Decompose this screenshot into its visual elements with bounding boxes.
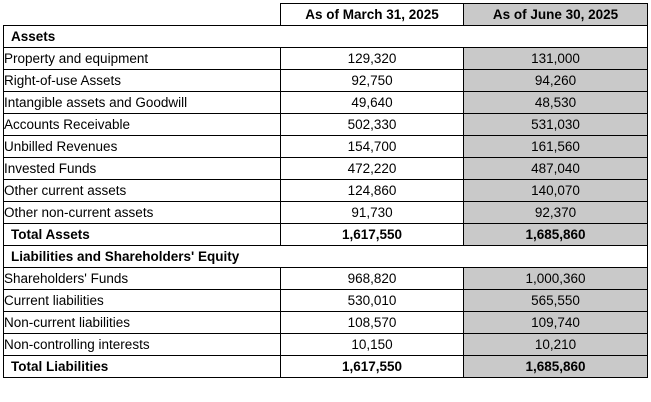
table-row xyxy=(4,290,648,312)
table-row xyxy=(4,268,648,290)
header-row xyxy=(4,4,648,26)
table-row xyxy=(4,202,648,224)
value-june: 487,040 xyxy=(464,158,648,180)
table-row xyxy=(4,334,648,356)
value-march: 10,150 xyxy=(281,334,464,356)
balance-sheet-table xyxy=(3,3,648,378)
row-label: Property and equipment xyxy=(4,48,281,70)
value-march: 1,617,550 xyxy=(281,224,464,246)
table-row xyxy=(4,312,648,334)
value-march: 92,750 xyxy=(281,70,464,92)
section-header-row xyxy=(4,26,648,48)
section-title: Liabilities and Shareholders' Equity xyxy=(4,246,648,268)
header-blank-cell xyxy=(4,4,281,26)
header-march: As of March 31, 2025 xyxy=(281,4,464,26)
total-row xyxy=(4,356,648,378)
table-row xyxy=(4,136,648,158)
table-row xyxy=(4,92,648,114)
value-june: 161,560 xyxy=(464,136,648,158)
value-march: 154,700 xyxy=(281,136,464,158)
value-march: 124,860 xyxy=(281,180,464,202)
value-march: 530,010 xyxy=(281,290,464,312)
value-june: 1,000,360 xyxy=(464,268,648,290)
value-march: 502,330 xyxy=(281,114,464,136)
value-june: 48,530 xyxy=(464,92,648,114)
row-label: Shareholders' Funds xyxy=(4,268,281,290)
value-june: 92,370 xyxy=(464,202,648,224)
table-row xyxy=(4,70,648,92)
value-june: 140,070 xyxy=(464,180,648,202)
row-label: Current liabilities xyxy=(4,290,281,312)
value-march: 472,220 xyxy=(281,158,464,180)
table-row xyxy=(4,180,648,202)
value-march: 49,640 xyxy=(281,92,464,114)
value-june: 565,550 xyxy=(464,290,648,312)
row-label: Right-of-use Assets xyxy=(4,70,281,92)
value-june: 1,685,860 xyxy=(464,224,648,246)
value-march: 108,570 xyxy=(281,312,464,334)
row-label: Total Liabilities xyxy=(4,356,281,378)
row-label: Accounts Receivable xyxy=(4,114,281,136)
row-label: Non-current liabilities xyxy=(4,312,281,334)
row-label: Non-controlling interests xyxy=(4,334,281,356)
row-label: Unbilled Revenues xyxy=(4,136,281,158)
section-header-row xyxy=(4,246,648,268)
row-label: Other current assets xyxy=(4,180,281,202)
value-june: 94,260 xyxy=(464,70,648,92)
header-june: As of June 30, 2025 xyxy=(464,4,648,26)
value-june: 131,000 xyxy=(464,48,648,70)
row-label: Intangible assets and Goodwill xyxy=(4,92,281,114)
total-row xyxy=(4,224,648,246)
value-june: 531,030 xyxy=(464,114,648,136)
table-row xyxy=(4,114,648,136)
value-june: 109,740 xyxy=(464,312,648,334)
value-june: 1,685,860 xyxy=(464,356,648,378)
value-june: 10,210 xyxy=(464,334,648,356)
table-row xyxy=(4,158,648,180)
section-title: Assets xyxy=(4,26,648,48)
value-march: 91,730 xyxy=(281,202,464,224)
row-label: Other non-current assets xyxy=(4,202,281,224)
row-label: Invested Funds xyxy=(4,158,281,180)
value-march: 1,617,550 xyxy=(281,356,464,378)
value-march: 129,320 xyxy=(281,48,464,70)
value-march: 968,820 xyxy=(281,268,464,290)
row-label: Total Assets xyxy=(4,224,281,246)
table-row xyxy=(4,48,648,70)
